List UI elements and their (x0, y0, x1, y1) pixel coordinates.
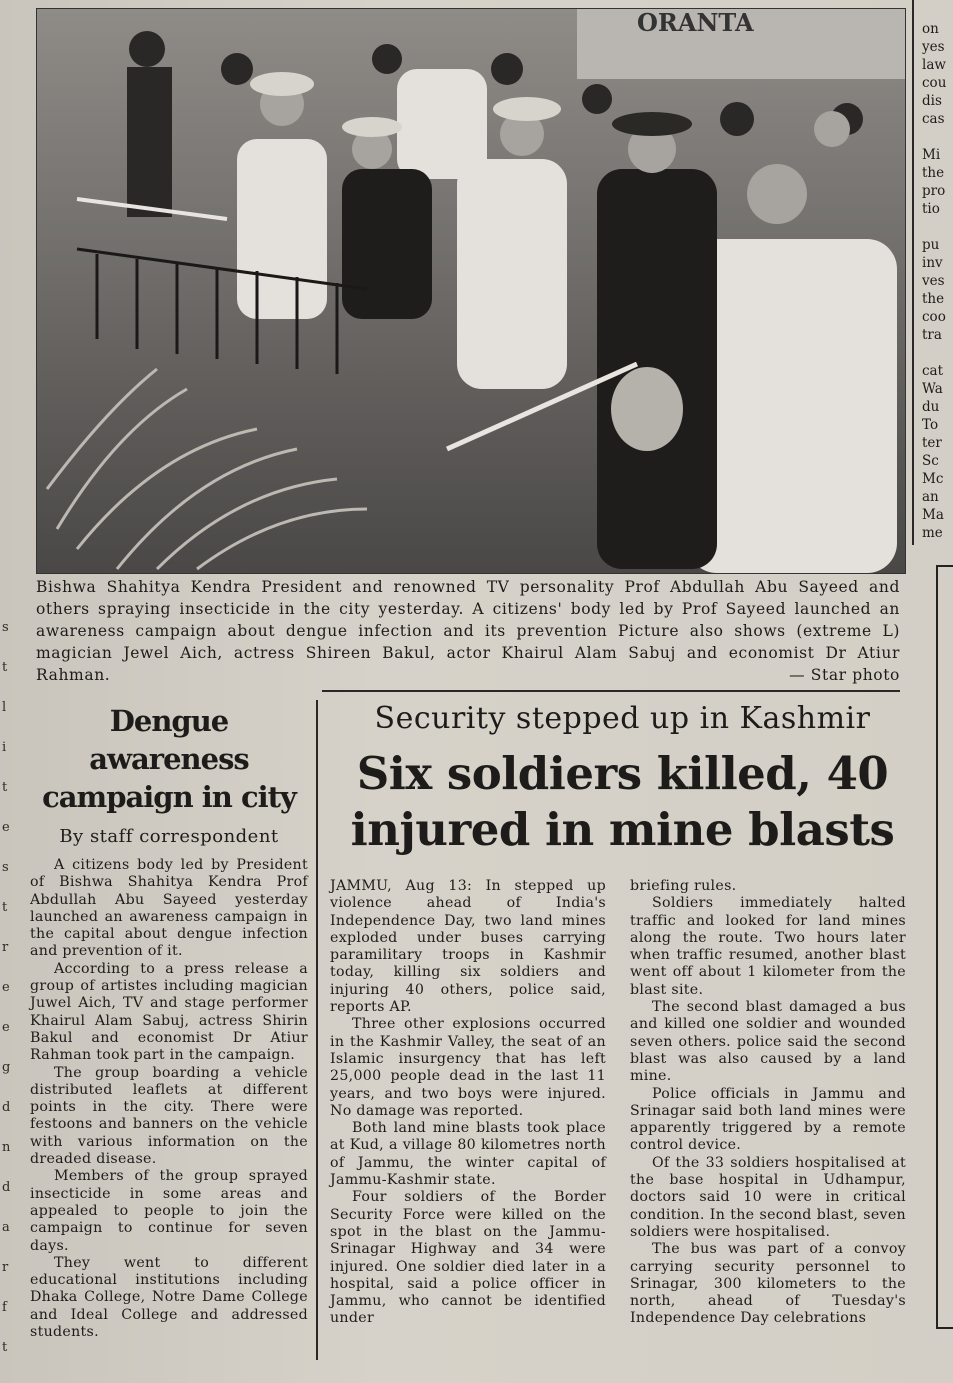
kashmir-column-2 (630, 878, 906, 1328)
left-fragment-letter: d (2, 1180, 11, 1195)
kashmir-paragraph: Four soldiers of the Border Security Force were killed on the spot in the blast on the Jammu-Srinagar Highway and 34 were injured. One soldier died later in a hospital, said a police officer in Jammu, who cannot be identified under (330, 1189, 606, 1327)
right-fragment-line: inv (922, 255, 943, 271)
photo-illustration (37, 9, 905, 573)
dengue-byline: By staff correspondent (59, 826, 279, 847)
dengue-paragraph: A citizens body led by President of Bishwa Shahitya Kendra Prof Abdullah Abu Sayeed yesterday launched an awareness campaign in the capital about dengue infection and prevention of it. (30, 857, 308, 960)
right-fragment-line: cat (922, 363, 944, 379)
caption-text: Bishwa Shahitya Kendra President and renowned TV personality Prof Abdullah Abu Sayeed and others spraying insecticide in the city yesterday. A citizens' body led by Prof Sayeed launched an awareness campaign about dengue infection and its prevention Picture also shows (extreme L) magician Jewel Aich, actress Shireen Bakul, actor Khairul Alam Sabuj and economist Dr Atiur Rahman. (36, 578, 900, 684)
left-fragment-letter: a (2, 1220, 10, 1235)
kashmir-paragraph: Of the 33 soldiers hospitalised at the base hospital in Udhampur, doctors said 10 were in critical condition. In the second blast, seven soldiers were hospitalised. (630, 1154, 906, 1240)
dengue-paragraph: The group boarding a vehicle distributed leaflets at different points in the city. There were festoons and banners on the vehicle with various information on the dreaded disease. (30, 1064, 308, 1168)
right-fragment-line: tio (922, 201, 940, 217)
right-fragment-line: Wa (922, 381, 943, 397)
right-fragment-line: To (922, 417, 939, 433)
left-fragment-letter: d (2, 1100, 11, 1115)
right-fragment-line: tra (922, 327, 942, 343)
left-fragment-letter: e (2, 1020, 10, 1035)
left-fragment-letter: l (2, 700, 7, 715)
right-fragment-line: Mi (922, 147, 941, 163)
right-fragment-line: Sc (922, 453, 939, 469)
kashmir-paragraph: Police officials in Jammu and Srinagar said both land mines were apparently triggered by a remote control device. (630, 1085, 906, 1154)
kashmir-story (330, 700, 915, 1327)
left-fragment-letter: i (2, 740, 7, 755)
right-fragment-line: pu (922, 237, 940, 253)
right-fragment-line: ter (922, 435, 942, 451)
kashmir-paragraph: briefing rules. (630, 878, 737, 894)
kashmir-paragraph: Soldiers immediately halted traffic and looked for land mines along the route. Two hours later when traffic resumed, another blast went off about 1 kilometer from the blast site. (630, 895, 906, 998)
kashmir-kicker: Security stepped up in Kashmir (374, 701, 871, 736)
right-fragment-line: dis (922, 93, 942, 109)
photo-credit: — Star photo (789, 666, 900, 684)
right-fragment-line: cou (922, 75, 947, 91)
dengue-paragraph: They went to different educational institutions including Dhaka College, Notre Dame College and Ideal College and addressed students. (30, 1254, 308, 1341)
caption-rule (322, 690, 900, 692)
right-fragment-line (922, 344, 953, 362)
kashmir-paragraph: The second blast damaged a bus and killed one soldier and wounded seven others. police said the second blast was also caused by a land mine. (630, 999, 906, 1085)
right-fragment-line: Ma (922, 507, 944, 523)
left-fragment-letter: t (2, 1340, 8, 1355)
left-fragment-letter: s (2, 620, 9, 635)
right-fragment-line (922, 128, 953, 146)
right-fragment-line: on (922, 21, 939, 37)
left-fragment-letter: t (2, 780, 8, 795)
right-fragment-line (922, 218, 953, 236)
kashmir-paragraph: Both land mine blasts took place at Kud, a village 80 kilometres north of Jammu, the winter capital of Jammu-Kashmir state. (330, 1120, 606, 1189)
dengue-headline: Dengue awareness campaign in city (42, 704, 296, 814)
right-column-rule (912, 0, 914, 545)
left-fragment-letter: r (2, 940, 9, 955)
left-fragment-letter: g (2, 1060, 11, 1075)
kashmir-paragraph: JAMMU, Aug 13: In stepped up violence ahead of India's Independence Day, two land mines exploded under buses carrying paramilitary troops in Kashmir today, killing six soldiers and injuring 40 others, police said, reports AP. (330, 878, 606, 1016)
right-fragment-line: cas (922, 111, 945, 127)
right-fragment-line: pro (922, 183, 946, 199)
dengue-story (30, 702, 308, 1341)
banner-text: ORANTA (637, 9, 754, 37)
right-fragment-line: the (922, 291, 945, 307)
right-fragment-line: Mc (922, 471, 944, 487)
dengue-paragraph: According to a press release a group of artistes including magician Juwel Aich, TV and stage performer Khairul Alam Sabuj, actress Shirin Bakul and economist Dr Atiur Rahman took part in the campaign. (30, 960, 308, 1064)
right-fragment-line: du (922, 399, 940, 415)
right-column-fragments (922, 20, 953, 540)
left-column-fragments (0, 560, 16, 1360)
left-fragment-letter: r (2, 1260, 9, 1275)
kashmir-column-1 (330, 878, 606, 1328)
news-photo (36, 8, 906, 574)
left-fragment-letter: e (2, 980, 10, 995)
kashmir-headline: Six soldiers killed, 40 injured in mine blasts (350, 747, 895, 856)
right-fragment-line: the (922, 165, 945, 181)
left-fragment-letter: s (2, 860, 9, 875)
left-fragment-letter: t (2, 900, 8, 915)
right-fragment-line: coo (922, 309, 946, 325)
kashmir-paragraph: The bus was part of a convoy carrying security personnel to Srinagar, 300 kilometers to the north, ahead of Tuesday's Independence Day celebrations (630, 1241, 906, 1327)
left-fragment-letter: f (2, 1300, 7, 1315)
left-fragment-letter: n (2, 1140, 11, 1155)
right-fragment-line: me (922, 525, 943, 540)
left-fragment-letter: t (2, 660, 8, 675)
right-fragment-line: law (922, 57, 946, 73)
dengue-paragraph: Members of the group sprayed insecticide in some areas and appealed to people to join the campaign to continue for seven days. (30, 1168, 308, 1254)
right-advert-box (936, 565, 953, 1329)
left-fragment-letter: e (2, 820, 10, 835)
right-fragment-line: ves (922, 273, 945, 289)
dengue-body (30, 857, 308, 1341)
right-fragment-line: an (922, 489, 939, 505)
kashmir-paragraph: Three other explosions occurred in the Kashmir Valley, the seat of an Islamic insurgency that has left 25,000 people dead in the last 11 years, and two boys were injured. No damage was reported. (330, 1016, 606, 1119)
right-fragment-line: yes (922, 39, 945, 55)
photo-caption (36, 576, 900, 686)
story-divider (316, 700, 318, 1360)
